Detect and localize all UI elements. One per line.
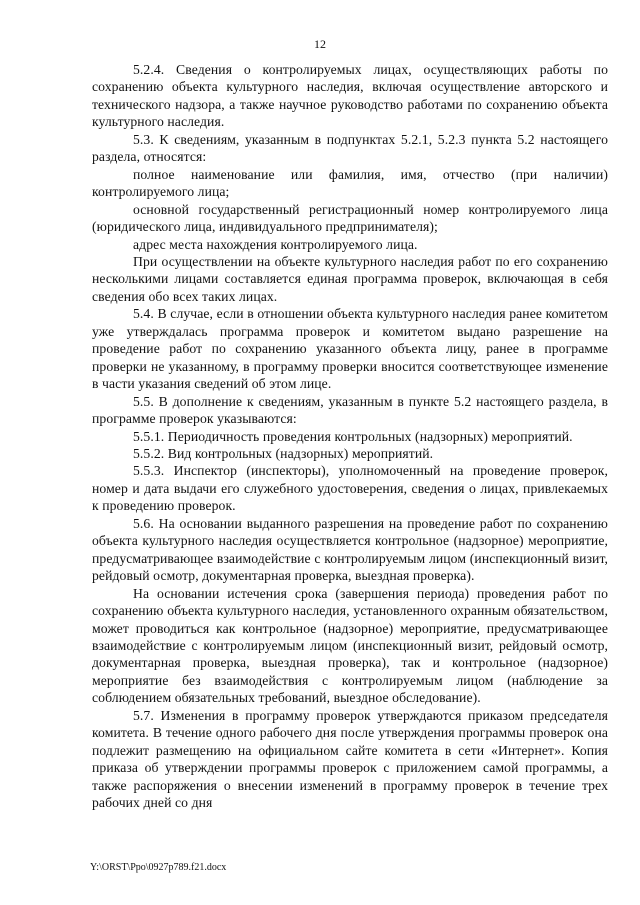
paragraph-5-3: 5.3. К сведениям, указанным в подпунктах 5.2.1, 5.2.3 пункта 5.2 настоящего раздела, относятся: xyxy=(92,131,608,165)
paragraph-5-5-1: 5.5.1. Периодичность проведения контрольных (надзорных) мероприятий. xyxy=(133,428,573,444)
paragraph-expiry-basis: На основании истечения срока (завершения периода) проведения работ по сохранению объекта культурного наследия, установленного охранным обязательством, может проводиться как контрольное (надзорное) мероприятие, предусматривающее взаимодействие с контролируемым лицом (инспекционный визит, рейдовый осмотр, документарная проверка, выездная проверка), так и контрольное (надзорное) мероприятие без взаимодействия с контролируемым лицом (наблюдение за соблюдением обязательных требований, выездное обследование). xyxy=(92,585,608,706)
footer-file-path: Y:\ORST\Ppo\0927p789.f21.docx xyxy=(90,862,227,873)
paragraph-address: адрес места нахождения контролируемого лица. xyxy=(133,236,418,252)
paragraph-5-7: 5.7. Изменения в программу проверок утверждаются приказом председателя комитета. В течение одного рабочего дня после утверждения программы проверок она подлежит размещению на официальном сайте комитета в сети «Интернет». Копия приказа об утверждении программы проверок с приложением самой программы, а также распоряжения о внесении изменений в программу проверок в течение трех рабочих дней со дня xyxy=(92,707,608,811)
paragraph-5-6: 5.6. На основании выданного разрешения на проведение работ по сохранению объекта культурного наследия осуществляется контрольное (надзорное) мероприятие, предусматривающее взаимодействие с контролируемым лицом (инспекционный визит, рейдовый осмотр, документарная проверка, выездная проверка). xyxy=(92,515,608,584)
paragraph-ogrn: основной государственный регистрационный номер контролируемого лица (юридического лица, индивидуального предпринимателя); xyxy=(92,201,608,235)
paragraph-multiple-persons: При осуществлении на объекте культурного наследия работ по его сохранению несколькими лицами составляется единая программа проверок, включающая в себя сведения обо всех таких лицах. xyxy=(92,253,608,304)
paragraph-5-5-3: 5.5.3. Инспектор (инспекторы), уполномоченный на проведение проверок, номер и дата выдачи его служебного удостоверения, сведения о лицах, привлекаемых к проведению проверок. xyxy=(92,463,608,514)
paragraph-5-5-2: 5.5.2. Вид контрольных (надзорных) мероприятий. xyxy=(133,445,434,461)
paragraph-5-5: 5.5. В дополнение к сведениям, указанным в пункте 5.2 настоящего раздела, в программе проверок указываются: xyxy=(92,393,608,427)
paragraph-5-4: 5.4. В случае, если в отношении объекта культурного наследия ранее комитетом уже утверждалась программа проверок и комитетом выдано разрешение на проведение работ по сохранению указанного объекта лицу, ранее в программе проверки не указанному, в программу проверки вносится соответствующее изменение в части указания сведений об этом лице. xyxy=(92,306,608,392)
paragraph-5-2-4: 5.2.4. Сведения о контролируемых лицах, осуществляющих работы по сохранению объекта культурного наследия, включая осуществление авторского и технического надзора, а также научное руководство работами по сохранению объекта культурного наследия. xyxy=(92,62,608,130)
document-body xyxy=(92,61,608,811)
paragraph-full-name: полное наименование или фамилия, имя, отчество (при наличии) контролируемого лица; xyxy=(92,166,608,200)
page-number: 12 xyxy=(314,37,326,51)
